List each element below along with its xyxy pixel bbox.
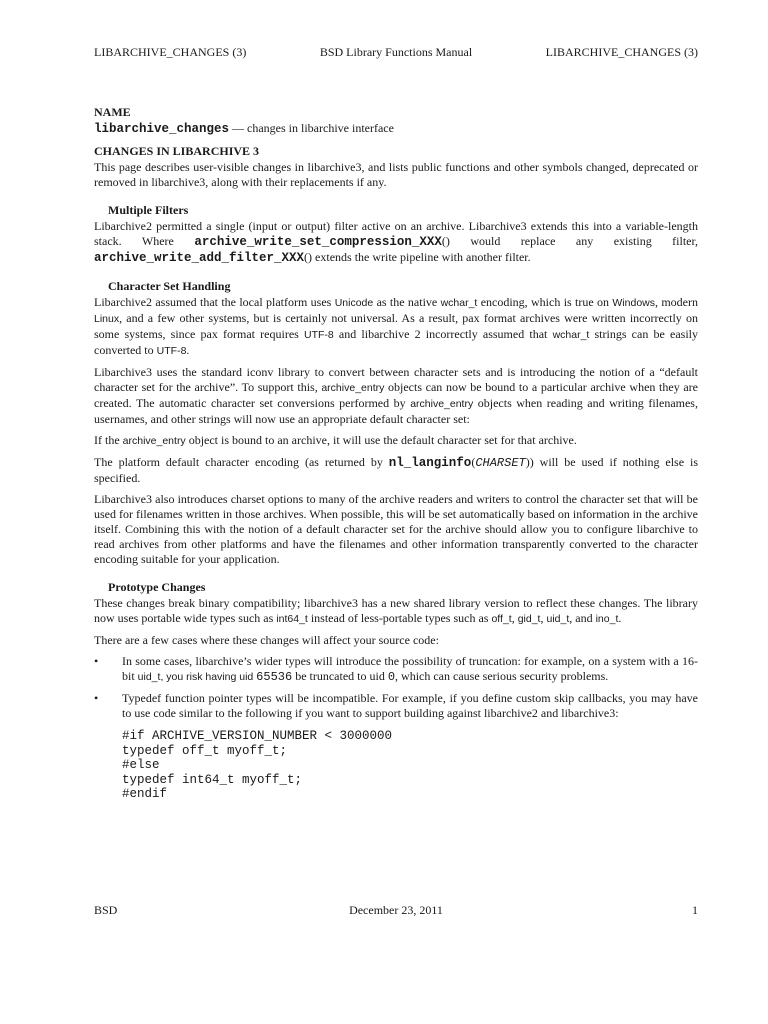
function-name: archive_write_set_compression_XXX (194, 235, 442, 249)
footer-date: December 23, 2011 (349, 903, 443, 917)
charset-paragraph-5: Libarchive3 also introduces charset options to many of the archive readers and writers to control the character set that will be used for filenames written in those archives. When possible, this will be set automatically based on information in the archive itself. Combining this with the notion of a default character set for the archive should allow you to configure libarchive to read archives from other platforms and have the filenames and other information transparently converted to the character encoding suitable for your application. (94, 492, 698, 566)
prototype-heading: Prototype Changes (108, 580, 206, 594)
multiple-filters-heading: Multiple Filters (108, 203, 189, 217)
prototype-paragraph-2: There are a few cases where these changes will affect your source code: (94, 633, 439, 647)
code-block: #if ARCHIVE_VERSION_NUMBER < 3000000 typedef off_t myoff_t; #else typedef int64_t myoff_t; #endif (122, 729, 393, 801)
header-right: LIBARCHIVE_CHANGES (3) (545, 45, 698, 59)
multiple-filters-text: Libarchive2 permitted a single (input or output) filter active on an archive. Libarchive3 extends this into a variable-length stack. Where archive_write_set_compression_XXX() would replace any existing filter, archive_write_add_filter_XXX() extends the write pipeline with another filter. (94, 219, 698, 265)
page-number: 1 (692, 903, 698, 917)
name-heading: NAME (94, 105, 131, 119)
name-description: libarchive_changes — changes in libarchive interface (94, 121, 394, 136)
header-center: BSD Library Functions Manual (319, 45, 473, 59)
bullet-list (94, 654, 698, 802)
prototype-paragraph-1: These changes break binary compatibility; libarchive3 has a new shared library version to reflect these changes. The library now uses portable wide types such as int64_t instead of less-portable types such as off_t, gid_t, uid_t, and ino_t. (94, 596, 698, 625)
bullet-icon: • (94, 654, 99, 668)
command-name: libarchive_changes (94, 122, 230, 136)
charset-paragraph-4: The platform default character encoding (as returned by nl_langinfo(CHARSET)) will be used if nothing else is specified. (94, 455, 699, 485)
changes-heading: CHANGES IN LIBARCHIVE 3 (94, 144, 260, 158)
manual-content (94, 105, 698, 802)
charset-paragraph-2: Libarchive3 uses the standard iconv library to convert between character sets and is introducing the notion of a “default character set for the archive”. To support this, archive_entry objects can now be bound to a particular archive when they are created. The automatic character set conversions performed by archive_entry objects when reading and writing filenames, usernames, and other strings will now use an appropriate default character set: (94, 365, 698, 426)
charset-paragraph-3: If the archive_entry object is bound to an archive, it will use the default character set for that archive. (94, 433, 577, 447)
list-item: • In some cases, libarchive’s wider types will introduce the possibility of truncation: for example, on a system with a 16-bit uid_t, you risk having uid 65536 be truncated to uid 0, which can cause serious security problems. (94, 654, 698, 684)
charset-paragraph-1: Libarchive2 assumed that the local platform uses Unicode as the native wchar_t encoding, which is true on Windows, modern Linux, and a few other systems, but is certainly not universal. As a result, pax format archives were written incorrectly on some systems, since pax format requires UTF-8 and libarchive 2 incorrectly assumed that wchar_t strings can be easily converted to UTF-8. (94, 295, 699, 357)
footer-left: BSD (94, 903, 118, 917)
function-name: archive_write_add_filter_XXX (94, 251, 305, 265)
charset-heading: Character Set Handling (108, 279, 231, 293)
function-name: nl_langinfo (388, 456, 472, 470)
page-footer (94, 903, 698, 919)
changes-intro: This page describes user-visible changes in libarchive3, and lists public functions and other symbols changed, deprecated or removed in libarchive3, along with their replacements if any. (94, 160, 698, 189)
bullet-icon: • (94, 691, 99, 705)
header-left: LIBARCHIVE_CHANGES (3) (94, 45, 247, 59)
list-item: • Typedef function pointer types will be incompatible. For example, if you define custom skip callbacks, you may have to use code similar to the following if you want to support building against libarchive2 and libarchive3: #if ARCHIVE_VERSION_NUMBER < 3000000 typedef off_t myoff_t; #else typedef int64_t myoff_t; #endif (94, 691, 698, 801)
page-header (94, 45, 698, 61)
